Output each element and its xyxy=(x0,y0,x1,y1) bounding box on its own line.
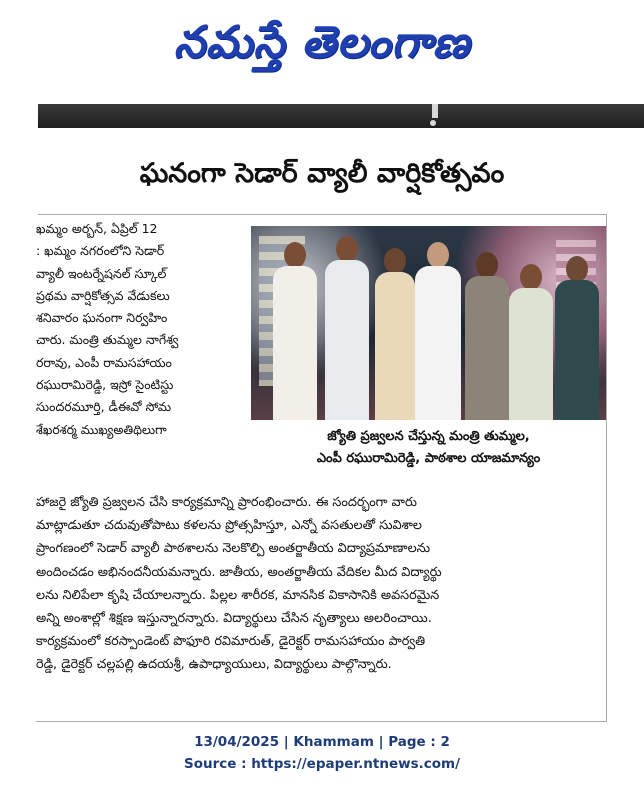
lead-line: ప్రథమ వార్షికోత్సవ వేడుకలు xyxy=(36,287,170,303)
lead-line: సుందరమూర్తి, డీఈవో సోమ xyxy=(36,399,172,415)
divider xyxy=(38,214,606,215)
masthead xyxy=(0,0,644,96)
body-line: మాట్లాడుతూ చదువుతోపాటు కళలను ప్రోత్సహిస్తూ, ఎన్నో వసతులతో సువిశాల xyxy=(36,518,422,534)
person-figure xyxy=(375,248,415,420)
newspaper-logo: నమస్తే తెలంగాణ xyxy=(173,17,471,68)
divider xyxy=(606,214,607,722)
person-figure xyxy=(273,242,317,420)
source-link[interactable]: Source : https://epaper.ntnews.com/ xyxy=(183,756,461,772)
lead-line: వ్యాలీ ఇంటర్నేషనల్ స్కూల్ xyxy=(36,265,167,281)
lead-line: : ఖమ్మం నగరంలోని సెడార్ xyxy=(36,243,165,259)
body-line: కార్యక్రమంలో కరస్పాండెంట్ పొఫూరి రవిమారుత్, డైరెక్టర్ రామసహాయం పార్వతి xyxy=(36,634,426,650)
lead-line: శనివారం ఘనంగా నిర్వహిం xyxy=(36,310,168,326)
body-line: హాజరై జ్యోతి ప్రజ్వలన చేసి కార్యక్రమాన్ని ప్రారంభించారు. ఈ సందర్భంగా వారు xyxy=(36,495,417,510)
lead-line: రరావు, ఎంపీ రామసహాయం xyxy=(36,354,172,370)
dateline: 13/04/2025 | Khammam | Page : 2 xyxy=(194,734,450,750)
person-figure xyxy=(555,256,599,420)
lead-line: శేఖరశర్మ ముఖ్యఅతిథిలుగా xyxy=(36,421,167,437)
caption-line: ఎంపీ రఘురామిరెడ్డి, పాఠశాల యాజమాన్యం xyxy=(316,451,541,466)
divider xyxy=(36,721,607,722)
masthead-ribbon xyxy=(38,104,644,128)
article-headline: ఘనంగా సెడార్ వ్యాలీ వార్షికోత్సవం xyxy=(139,158,505,189)
photo-caption xyxy=(251,426,606,484)
exclamation-icon xyxy=(432,104,438,118)
person-figure xyxy=(415,242,461,420)
person-figure xyxy=(465,252,509,420)
person-figure xyxy=(325,236,369,420)
body-line: లను నిలిపేలా కృషి చేయాలన్నారు. పిల్లల శారీరక, మానసిక వికాసానికి అవసరమైన xyxy=(36,587,440,603)
lead-line: ఖమ్మం అర్బన్, ఏప్రిల్ 12 xyxy=(36,221,158,236)
lead-line: చారు. మంత్రి తుమ్మల నాగేశ్వ xyxy=(36,332,179,348)
person-figure xyxy=(509,264,553,420)
article-body xyxy=(36,491,606,677)
lead-line: రఘురామిరెడ్డి, ఇస్రో సైంటిస్టు xyxy=(36,377,174,393)
body-line: రెడ్డి, డైరెక్టర్ చల్లపల్లి ఉదయశ్రీ, ఉపాధ్యాయులు, విద్యార్థులు పాల్గొన్నారు. xyxy=(36,657,392,673)
body-line: అందించడం అభినందనీయమన్నారు. జాతీయ, అంతర్జాతీయ వేదికల మీద విద్యార్థు xyxy=(36,564,442,580)
body-line: అన్ని అంశాల్లో శిక్షణ ఇస్తున్నారన్నారు. విద్యార్థులు చేసిన నృత్యాలు అలరించాయి. xyxy=(36,611,432,627)
caption-line: జ్యోతి ప్రజ్వలన చేస్తున్న మంత్రి తుమ్మల, xyxy=(327,429,530,444)
body-line: ప్రాంగణంలో సెడార్ వ్యాలీ పాఠశాలను నెలకొల్పి అంతర్జాతీయ విద్యాప్రమాణాలను xyxy=(36,541,431,557)
event-photo xyxy=(251,226,606,420)
lead-column xyxy=(36,218,246,441)
